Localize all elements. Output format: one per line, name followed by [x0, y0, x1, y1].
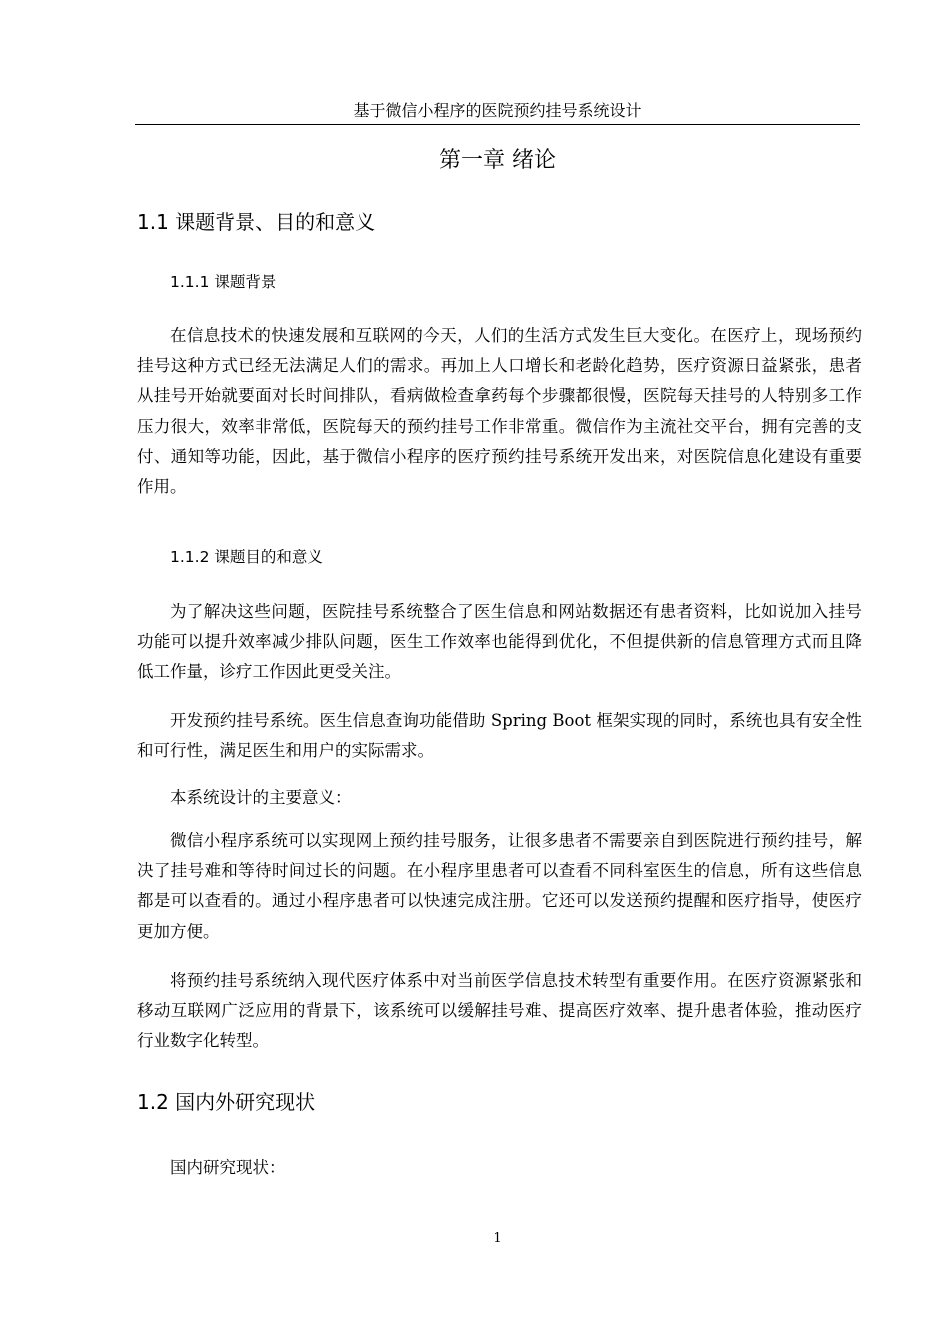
section-1-2-heading: 1.2 国内外研究现状: [137, 1090, 316, 1114]
chapter-title: 第一章 绪论: [439, 148, 556, 173]
significance-paragraph-2: 将预约挂号系统纳入现代医疗体系中对当前医学信息技术转型有重要作用。在医疗资源紧张和移动互联网广泛应用的背景下，该系统可以缓解挂号难、提高医疗效率、提升患者体验，推动医疗行业数字化转型。: [137, 971, 862, 1051]
section-1-1-1-heading: 1.1.1 课题背景: [170, 273, 277, 291]
significance-paragraph-1: 微信小程序系统可以实现网上预约挂号服务，让很多患者不需要亲自到医院进行预约挂号，解决了挂号难和等待时间过长的问题。在小程序里患者可以查看不同科室医生的信息，所有这些信息都是可以查看的。通过小程序患者可以快速完成注册。它还可以发送预约提醒和医疗指导，使医疗更加方便。: [137, 831, 862, 941]
background-paragraph: 在信息技术的快速发展和互联网的今天，人们的生活方式发生巨大变化。在医疗上，现场预约挂号这种方式已经无法满足人们的需求。再加上人口增长和老龄化趋势，医疗资源日益紧张，患者从挂号开始就要面对长时间排队，看病做检查拿药每个步骤都很慢，医院每天挂号的人特别多工作压力很大，效率非常低，医院每天的预约挂号工作非常重。微信作为主流社交平台，拥有完善的支付、通知等功能，因此，基于微信小程序的医疗预约挂号系统开发出来，对医院信息化建设有重要作用。: [137, 326, 862, 497]
purpose-paragraph-2: 开发预约挂号系统。医生信息查询功能借助 Spring Boot 框架实现的同时，系统也具有安全性和可行性，满足医生和用户的实际需求。: [137, 711, 862, 761]
running-header: 基于微信小程序的医院预约挂号系统设计: [135, 100, 860, 125]
domestic-research-intro: 国内研究现状：: [170, 1158, 286, 1177]
page-number: 1: [493, 1231, 502, 1246]
section-1-1-2-heading: 1.1.2 课题目的和意义: [170, 548, 323, 566]
section-1-1-heading: 1.1 课题背景、目的和意义: [137, 210, 376, 234]
significance-intro: 本系统设计的主要意义：: [170, 788, 352, 807]
purpose-paragraph-1: 为了解决这些问题，医院挂号系统整合了医生信息和网站数据还有患者资料，比如说加入挂号功能可以提升效率减少排队问题，医生工作效率也能得到优化，不但提供新的信息管理方式而且降低工作量，诊疗工作因此更受关注。: [137, 602, 862, 682]
